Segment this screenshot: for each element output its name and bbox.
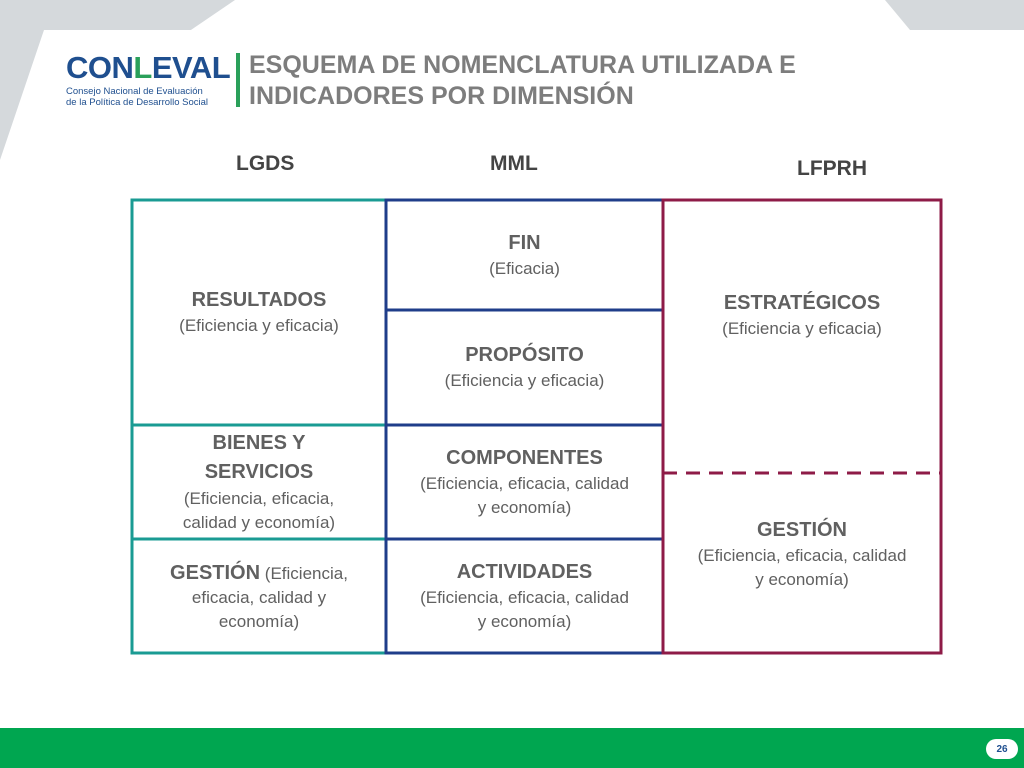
footer-bar [0, 728, 1024, 768]
cell-heading: PROPÓSITO [465, 344, 584, 366]
cell-detail: (Eficacia) [489, 259, 560, 278]
cell-heading: BIENES Y SERVICIOS [204, 432, 314, 483]
column-header-lgds: LGDS [236, 152, 295, 175]
cell-detail: (Eficiencia y eficacia) [722, 319, 882, 338]
cell-detail: (Eficiencia, eficacia, calidad y economía) [182, 489, 336, 532]
cell-detail: (Eficiencia, eficacia, calidad y economía) [420, 473, 629, 517]
cell-detail: (Eficiencia y eficacia) [444, 371, 605, 390]
cell-heading: COMPONENTES [446, 446, 603, 469]
page-title: ESQUEMA DE NOMENCLATURA UTILIZADA E INDICADORES POR DIMENSIÓN [249, 51, 796, 110]
column-header-lfprh: LFPRH [797, 157, 867, 180]
cell-heading: FIN [508, 232, 541, 254]
cell-heading: GESTIÓN [756, 519, 847, 541]
cell-detail: (Eficiencia y eficacia) [179, 316, 339, 335]
cell-heading: RESULTADOS [191, 289, 327, 311]
mml-cell-proposito [388, 312, 661, 423]
mml-cell-componentes [388, 427, 661, 537]
cell-heading: ESTRATÉGICOS [723, 292, 881, 314]
page-number: 26 [986, 739, 1018, 759]
lgds-cell-resultados [134, 202, 384, 423]
cell-heading: ACTIVIDADES [456, 560, 593, 583]
lfprh-cell-gestion [665, 475, 939, 651]
mml-cell-actividades [388, 541, 661, 651]
mml-cell-fin [388, 202, 661, 308]
column-header-mml: MML [490, 152, 538, 175]
cell-heading: GESTIÓN [170, 562, 261, 584]
logo-wordmark: CONLEVAL [66, 50, 231, 85]
cell-text [170, 561, 348, 634]
cell-detail: (Eficiencia, eficacia, calidad y economía) [697, 546, 907, 589]
lgds-cell-bienes-servicios [134, 427, 384, 537]
logo-subtitle: Consejo Nacional de Evaluación de la Política de Desarrollo Social [66, 86, 209, 108]
cell-detail: (Eficiencia, eficacia, calidad y economía) [420, 587, 629, 631]
lfprh-cell-estrategicos [665, 202, 939, 471]
lgds-cell-gestion [134, 541, 384, 651]
cell-detail: (Eficiencia, eficacia, calidad y economía) [191, 564, 348, 631]
